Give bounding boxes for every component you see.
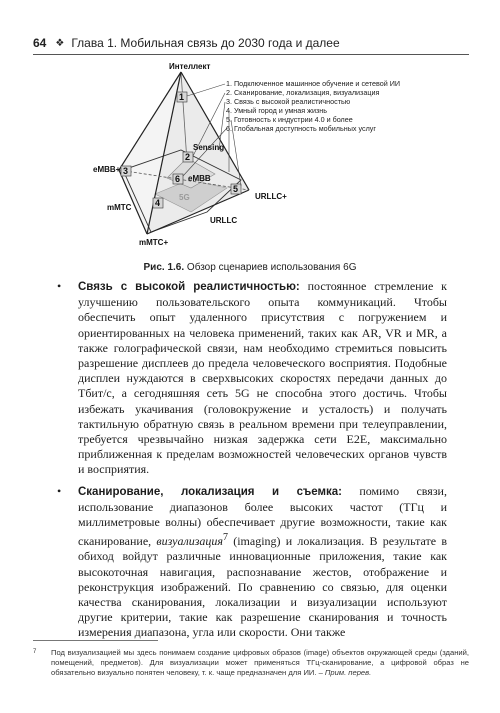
label-sensing: Sensing (193, 143, 225, 152)
bullet-text-before: помимо связи, использование диапазонов более высоких частот (ТГц и миллиметровые волны) обеспечивает другие возможности, такие как сканирование, (78, 483, 447, 549)
label-intellect: Интеллект (169, 62, 211, 71)
chapter-title: Глава 1. Мобильная связь до 2030 года и далее (71, 36, 340, 50)
footnote (33, 648, 469, 678)
label-urllc-plus: URLLC+ (255, 192, 287, 201)
legend-leader-1 (187, 84, 225, 96)
bullet-term: Связь с высокой реалистичностью: (78, 281, 300, 293)
bullet-dot-icon: • (57, 279, 62, 293)
body-text (55, 279, 447, 641)
label-embb: eMBB (188, 174, 211, 183)
header-rule (33, 54, 469, 55)
bullet-item (55, 279, 447, 478)
figure-caption (0, 262, 500, 273)
running-header (33, 36, 469, 50)
label-urllc: URLLC (210, 216, 238, 225)
bullet-term: Сканирование, локализация и съемка: (78, 485, 342, 498)
caption-label: Рис. 1.6. (143, 262, 185, 273)
label-5g: 5G (179, 193, 190, 202)
footnote-body (33, 648, 469, 678)
marker-1: 1 (179, 92, 185, 102)
footnote-note: Прим. перев. (324, 668, 372, 677)
bullet-text: постоянное стремление к улучшению пользовательского опыта коммуникаций. Чтобы обеспечить опыт удаленного присутствия с погружением и ориентированных на человека применений, таких как AR, VR и MR, а также голографической связи, нам необходимо стремиться повысить разрешение дисплеев до предела человеческого восприятия. Подобные дисплеи нуждаются в сверхвысоких скоростях передачи данных до Тбит/с, а сегодняшняя сеть 5G не способна этого достичь. Чтобы избежать укачивания (головокружение и усталость) и получать тактильную обратную связь в реальном времени при телеуправлении, требуется чрезвычайно низкая задержка сети E2E, максимально приближенная к пределам возможностей человеческих органов чувств и восприятия. (78, 279, 447, 477)
diamond-separator-icon: ❖ (55, 37, 65, 49)
caption-text: Обзор сценариев использования 6G (186, 262, 357, 273)
legend-item: 3. Связь с высокой реалистичностью (226, 97, 351, 106)
bullet-text-after: (imaging) и локализация. В результате в обиход войдут различные инновационные приложения, такие как высокоточная навигация, распознавание жестов, отображение и реконструкция изображений. По сравнению со связью, для оценки качества сканирования, локализации и визуализации используют другие критерии, такие как разрешение сканирования и точность измерения диапазона, угла или скорости. Они также (78, 534, 447, 640)
footnote-mark: 7 (33, 649, 37, 655)
legend-item: 4. Умный город и умная жизнь (226, 106, 327, 115)
footnote-rule (33, 640, 158, 641)
marker-3: 3 (123, 166, 129, 176)
footnote-text: Под визуализацией мы здесь понимаем создание цифровых образов (image) объектов окружающей среды (зданий, помещений, предметов). Для визуализации может применяться ТГц-сканирование, а цифровой образ не обязательно визуально понятен человеку, т. к. чаще предназначен для ИИ. – (51, 648, 469, 677)
marker-5: 5 (233, 184, 239, 194)
legend-item: 2. Сканирование, локализация, визуализация (226, 88, 380, 97)
footnote-ref[interactable]: 7 (223, 532, 228, 544)
bullet-italic-term: визуализация (156, 534, 223, 549)
bullet-dot-icon: • (57, 483, 62, 498)
legend-item: 5. Готовность к индустрии 4.0 и более (226, 115, 353, 124)
label-mmtc: mMTC (107, 203, 132, 212)
figure-legend (226, 79, 426, 133)
marker-2: 2 (185, 152, 191, 162)
marker-4: 4 (155, 198, 161, 208)
label-embb-plus: eMBB+ (93, 165, 121, 174)
page-number: 64 (33, 36, 47, 50)
legend-item: 6. Глобальная доступность мобильных услуг (226, 124, 376, 133)
legend-item: 1. Подключенное машинное обучение и сетевой ИИ (226, 79, 401, 88)
label-mmtc-plus: mMTC+ (139, 238, 169, 247)
bullet-item (55, 484, 447, 641)
marker-6: 6 (175, 174, 181, 184)
figure-6g-scenarios (95, 62, 425, 258)
